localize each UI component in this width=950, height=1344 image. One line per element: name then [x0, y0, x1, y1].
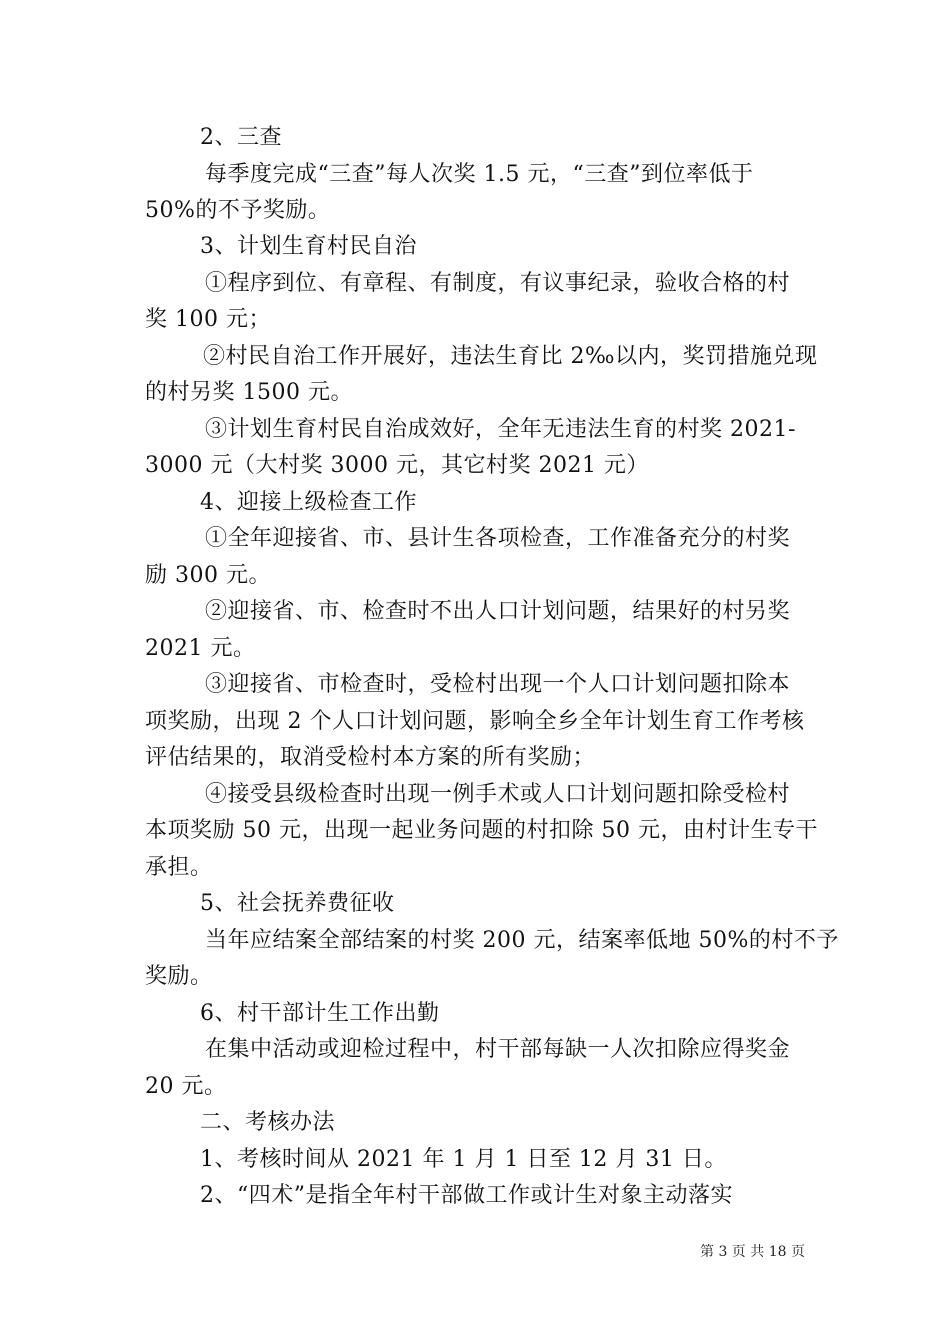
- paragraph-line: 奖励。: [145, 964, 213, 989]
- paragraph-line: 承担。: [145, 855, 213, 880]
- page-number-footer: 第 3 页 共 18 页: [700, 1244, 805, 1260]
- section-heading-social-fees: 5、社会抚养费征收: [200, 891, 395, 916]
- section-heading-three-checks: 2、三查: [200, 125, 282, 150]
- paragraph-line: ③计划生育村民自治成效好，全年无违法生育的村奖 2021-: [205, 417, 796, 442]
- section-heading-villager-autonomy: 3、计划生育村民自治: [200, 234, 417, 259]
- paragraph-line: ①程序到位、有章程、有制度，有议事纪录，验收合格的村: [205, 271, 791, 296]
- paragraph-line: 3000 元（大村奖 3000 元，其它村奖 2021 元）: [145, 453, 649, 478]
- paragraph-line: 当年应结案全部结案的村奖 200 元，结案率低地 50%的村不予: [205, 928, 839, 953]
- paragraph-line: 20 元。: [145, 1074, 227, 1099]
- paragraph-line: 的村另奖 1500 元。: [145, 380, 353, 405]
- section-heading-inspection: 4、迎接上级检查工作: [200, 490, 417, 515]
- paragraph-line: 励 300 元。: [145, 563, 271, 588]
- paragraph-line: ①全年迎接省、市、县计生各项检查，工作准备充分的村奖: [205, 526, 791, 551]
- paragraph-line: 评估结果的，取消受检村本方案的所有奖励；: [145, 745, 596, 770]
- section-heading-assessment-method: 二、考核办法: [200, 1110, 336, 1135]
- paragraph-line: 50%的不予奖励。: [145, 198, 331, 223]
- paragraph-line: 在集中活动或迎检过程中，村干部每缺一人次扣除应得奖金: [205, 1037, 791, 1062]
- paragraph-line: ④接受县级检查时出现一例手术或人口计划问题扣除受检村: [205, 782, 791, 807]
- paragraph-line: ②迎接省、市、检查时不出人口计划问题，结果好的村另奖: [205, 599, 791, 624]
- paragraph-line: 每季度完成“三查”每人次奖 1.5 元，“三查”到位率低于: [205, 162, 754, 187]
- section-heading-attendance: 6、村干部计生工作出勤: [200, 1001, 440, 1026]
- paragraph-line: ③迎接省、市检查时，受检村出现一个人口计划问题扣除本: [205, 672, 791, 697]
- paragraph-line: ②村民自治工作开展好，违法生育比 2‰以内，奖罚措施兑现: [203, 344, 818, 369]
- paragraph-line: 2021 元。: [145, 636, 256, 661]
- paragraph-line: 奖 100 元；: [145, 307, 271, 332]
- paragraph-line: 本项奖励 50 元，出现一起业务问题的村扣除 50 元，由村计生专干: [145, 818, 818, 843]
- paragraph-line: 1、考核时间从 2021 年 1 月 1 日至 12 月 31 日。: [200, 1147, 727, 1172]
- paragraph-line: 项奖励，出现 2 个人口计划问题，影响全乡全年计划生育工作考核: [145, 709, 805, 734]
- paragraph-line: 2、“四术”是指全年村干部做工作或计生对象主动落实: [200, 1183, 733, 1208]
